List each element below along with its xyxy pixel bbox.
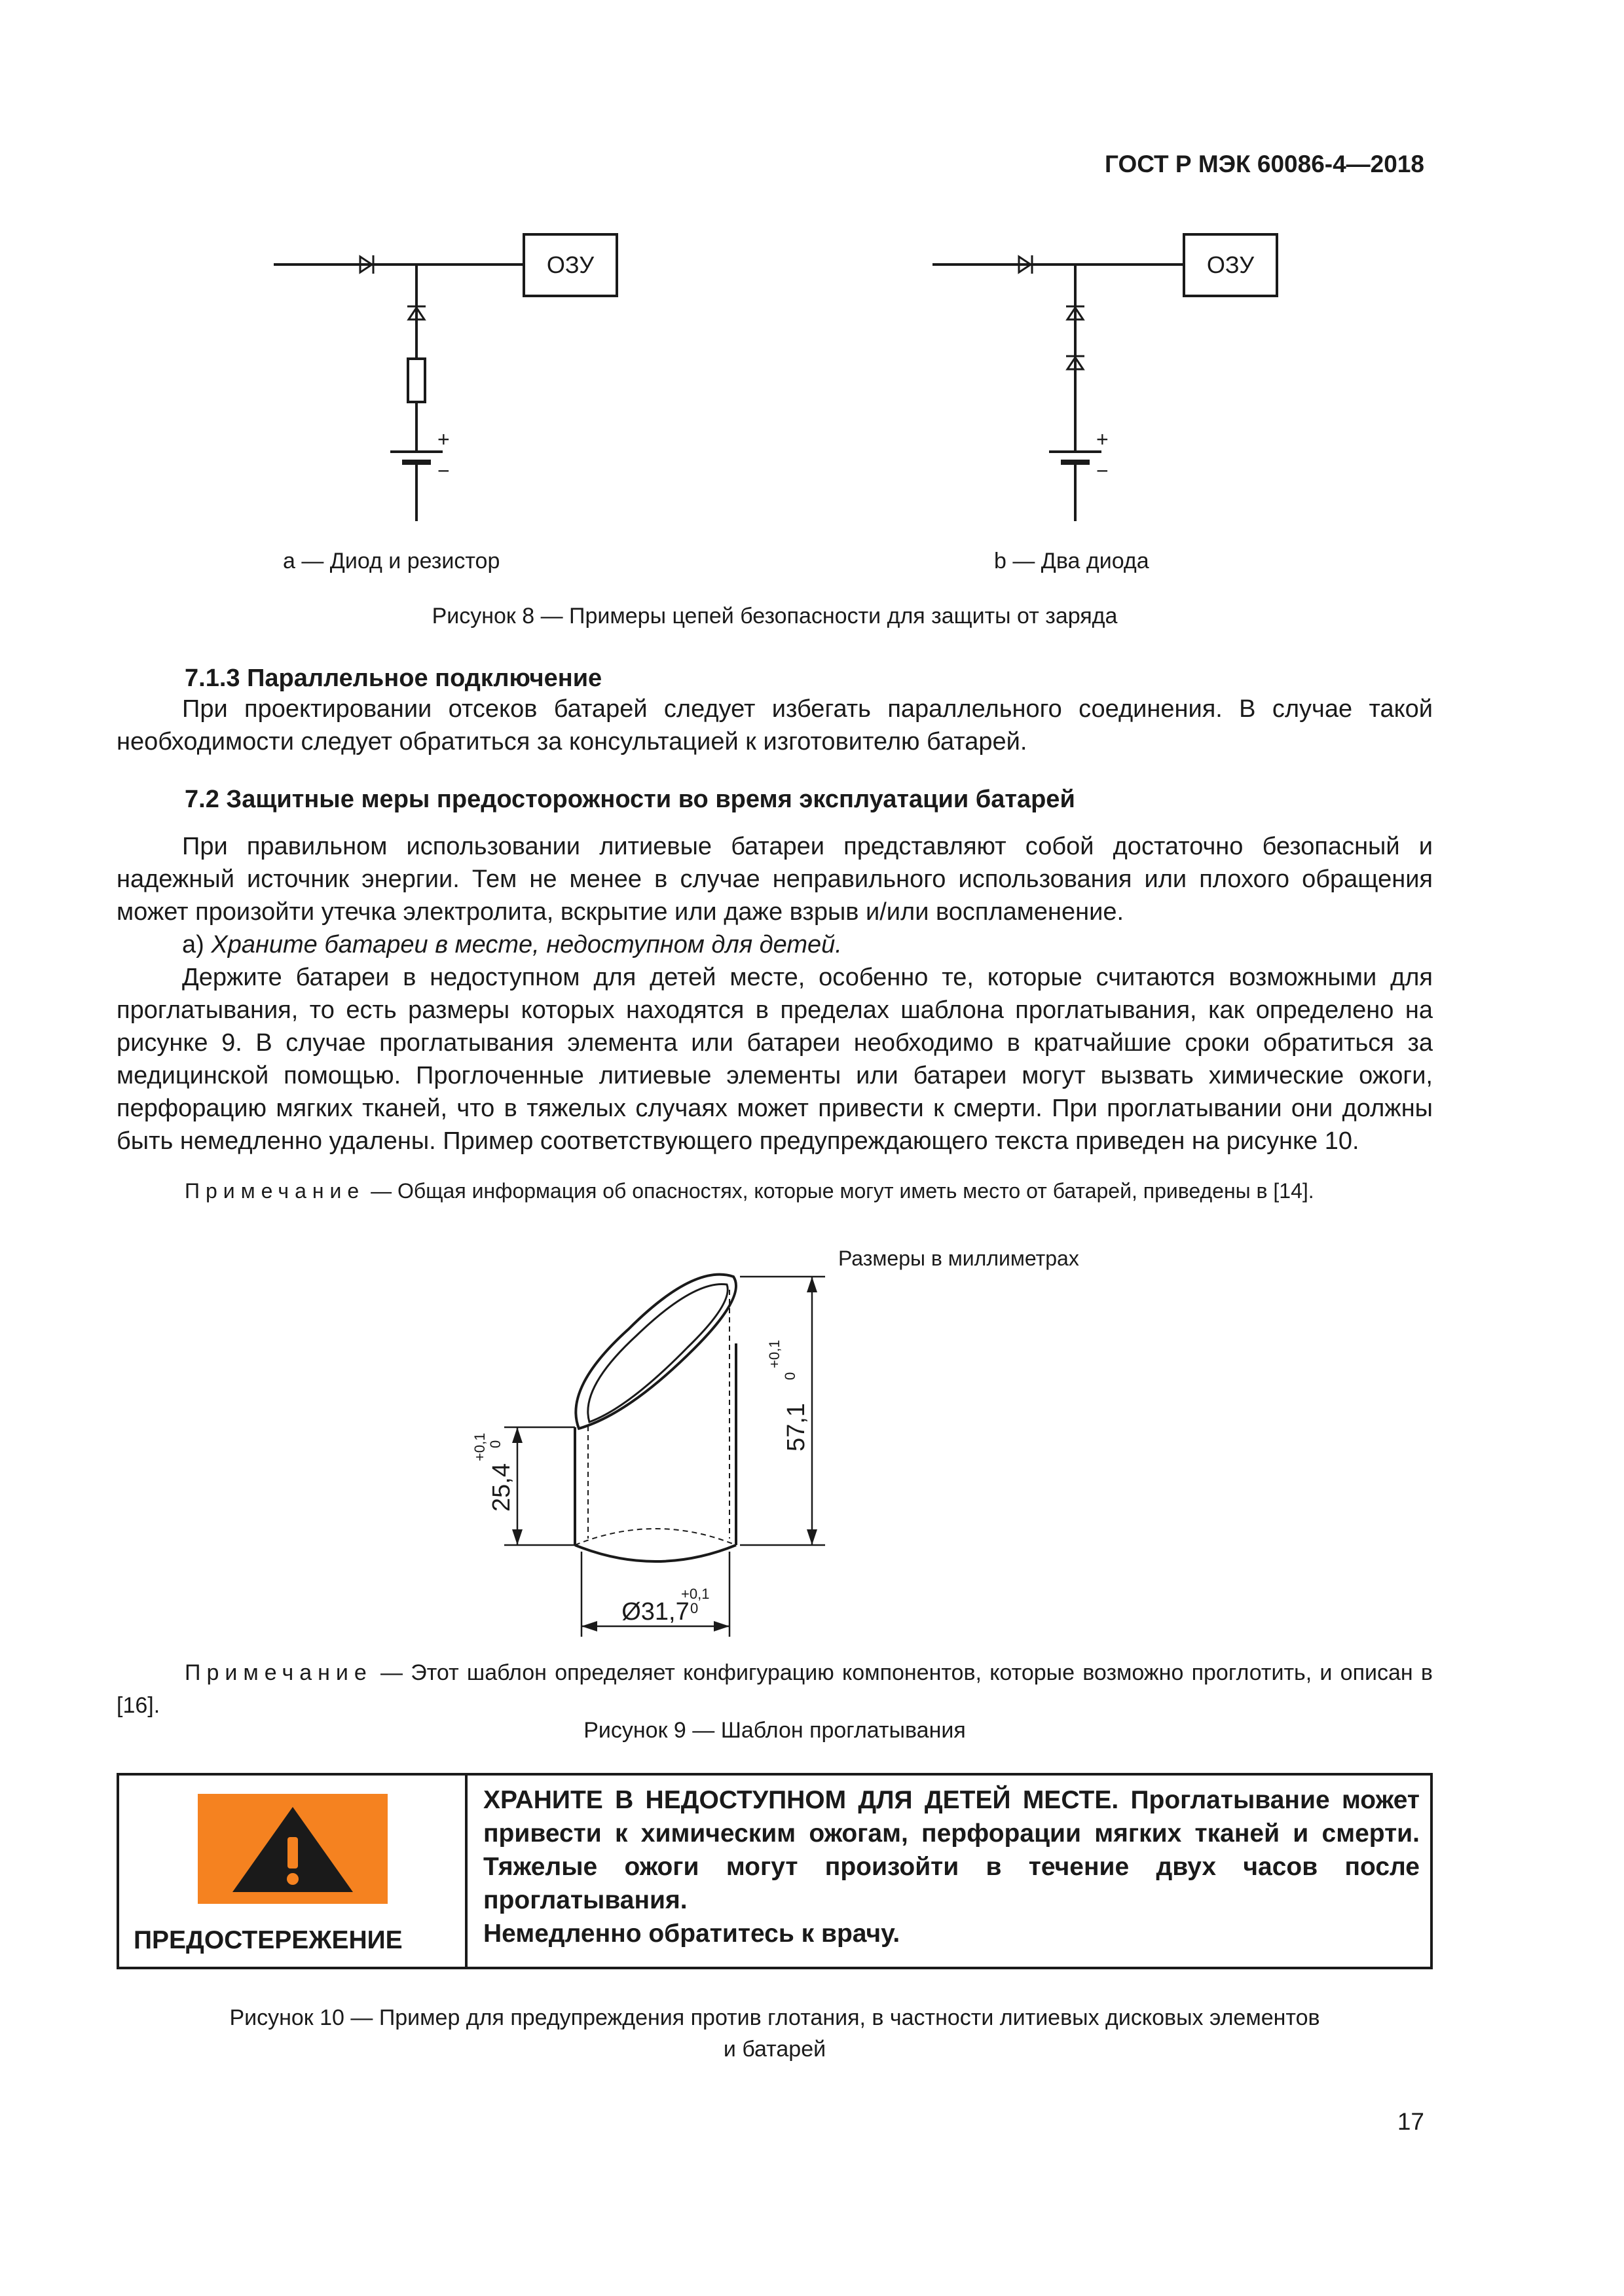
document-header: ГОСТ Р МЭК 60086-4—2018 — [1104, 151, 1424, 177]
section-7-2-item-a — [117, 928, 1433, 961]
figure-9-caption: Рисунок 9 — Шаблон проглатывания — [583, 1718, 966, 1743]
note-label: Примечание — [185, 1179, 365, 1203]
section-7-1-3-heading: 7.1.3 Параллельное подключение — [185, 665, 602, 692]
warning-divider — [465, 1776, 468, 1967]
dim-height-short-tol-lower: 0 — [487, 1440, 504, 1448]
section-7-2-heading: 7.2 Защитные меры предосторожности во время эксплуатации батарей — [185, 786, 1075, 813]
dim-height-short: 25,4 — [488, 1463, 515, 1512]
page-number: 17 — [1397, 2108, 1424, 2135]
section-7-2-paragraph-1: При правильном использовании литиевые батареи представляют собой достаточно безопасный и надежный источник энергии. Тем не менее в случае неправильного использования или плохого обращения может произойти утечка электролита, вскрытие или даже взрыв и/или воспламенение. — [117, 833, 1433, 926]
dim-diameter: Ø31,7 — [621, 1598, 690, 1626]
ram-box-label-b: ОЗУ — [1206, 251, 1255, 278]
battery-minus-b: − — [1096, 459, 1109, 483]
warning-triangle-icon — [198, 1794, 388, 1904]
warning-text-block — [483, 1783, 1420, 1950]
figure-9-diagram — [0, 1244, 1624, 1676]
dim-height-tall-tol-upper: +0,1 — [766, 1339, 783, 1368]
figure-10-caption — [117, 2002, 1433, 2065]
dim-diameter-tol-upper: +0,1 — [681, 1586, 710, 1602]
figure-9-note-text: — Этот шаблон определяет конфигурацию компонентов, которые возможно проглотить, и описан в [16]. — [117, 1660, 1433, 1718]
dim-diameter-tol-lower: 0 — [690, 1600, 699, 1616]
warning-box — [117, 1773, 1433, 1969]
figure-8-sub-a: a — Диод и резистор — [283, 549, 500, 574]
dim-height-short-tol-upper: +0,1 — [471, 1432, 488, 1461]
figure-10-caption-line2: и батарей — [723, 2037, 826, 2062]
battery-plus-a: + — [437, 428, 450, 451]
figure-8-caption: Рисунок 8 — Примеры цепей безопасности для защиты от заряда — [432, 604, 1118, 629]
item-a-prefix: а) — [182, 931, 204, 958]
section-7-2-note — [117, 1176, 1433, 1206]
battery-minus-a: − — [437, 459, 450, 483]
battery-plus-b: + — [1096, 428, 1109, 451]
figure-9-note-label: Примечание — [185, 1660, 373, 1685]
figure-10-caption-line1: Рисунок 10 — Пример для предупреждения против глотания, в частности литиевых дисковых элементов — [229, 2005, 1320, 2030]
section-7-2-paragraph-2: Держите батареи в недоступном для детей месте, особенно те, которые считаются возможными для проглатывания, то есть размеры которых находятся в пределах шаблона проглатывания, как определено на рисунке 9. В случае проглатывания элемента или батареи необходимо в кратчайшие сроки обратиться за медицинской помощью. Проглоченные литиевые элементы или батареи могут вызвать химические ожоги, перфорацию мягких тканей, что в тяжелых случаях может привести к смерти. При проглатывании они должны быть немедленно удалены. Пример соответствующего предупреждающего текста приведен на рисунке 10. — [117, 964, 1433, 1155]
figure-8-diagram — [0, 0, 1624, 550]
note-text: — Общая информация об опасностях, которые могут иметь место от батарей, приведены в [14]. — [365, 1179, 1314, 1203]
dim-height-tall-tol-lower: 0 — [782, 1372, 798, 1380]
warning-icon-panel — [198, 1794, 388, 1904]
warning-action: Немедленно обратитесь к врачу. — [483, 1920, 900, 1948]
warning-label: ПРЕДОСТЕРЕЖЕНИЕ — [134, 1926, 403, 1954]
ram-box-label-a: ОЗУ — [546, 251, 595, 278]
warning-text: ХРАНИТЕ В НЕДОСТУПНОМ ДЛЯ ДЕТЕЙ МЕСТЕ. Проглатывание может привести к химическим ожогам, перфорации мягких тканей и смерти. Тяжелые ожоги могут произойти в течение двух часов после проглатывания. — [483, 1786, 1420, 1914]
figure-9-note — [117, 1656, 1433, 1722]
dim-height-tall: 57,1 — [783, 1403, 810, 1451]
figure-8-sub-b: b — Два диода — [994, 549, 1149, 574]
section-7-1-3-text: При проектировании отсеков батарей следует избегать параллельного соединения. В случае такой необходимости следует обратиться за консультацией к изготовителю батарей. — [117, 695, 1433, 756]
figure-9-units: Размеры в миллиметрах — [838, 1247, 1079, 1270]
item-a-text: Храните батареи в месте, недоступном для детей. — [211, 931, 842, 958]
